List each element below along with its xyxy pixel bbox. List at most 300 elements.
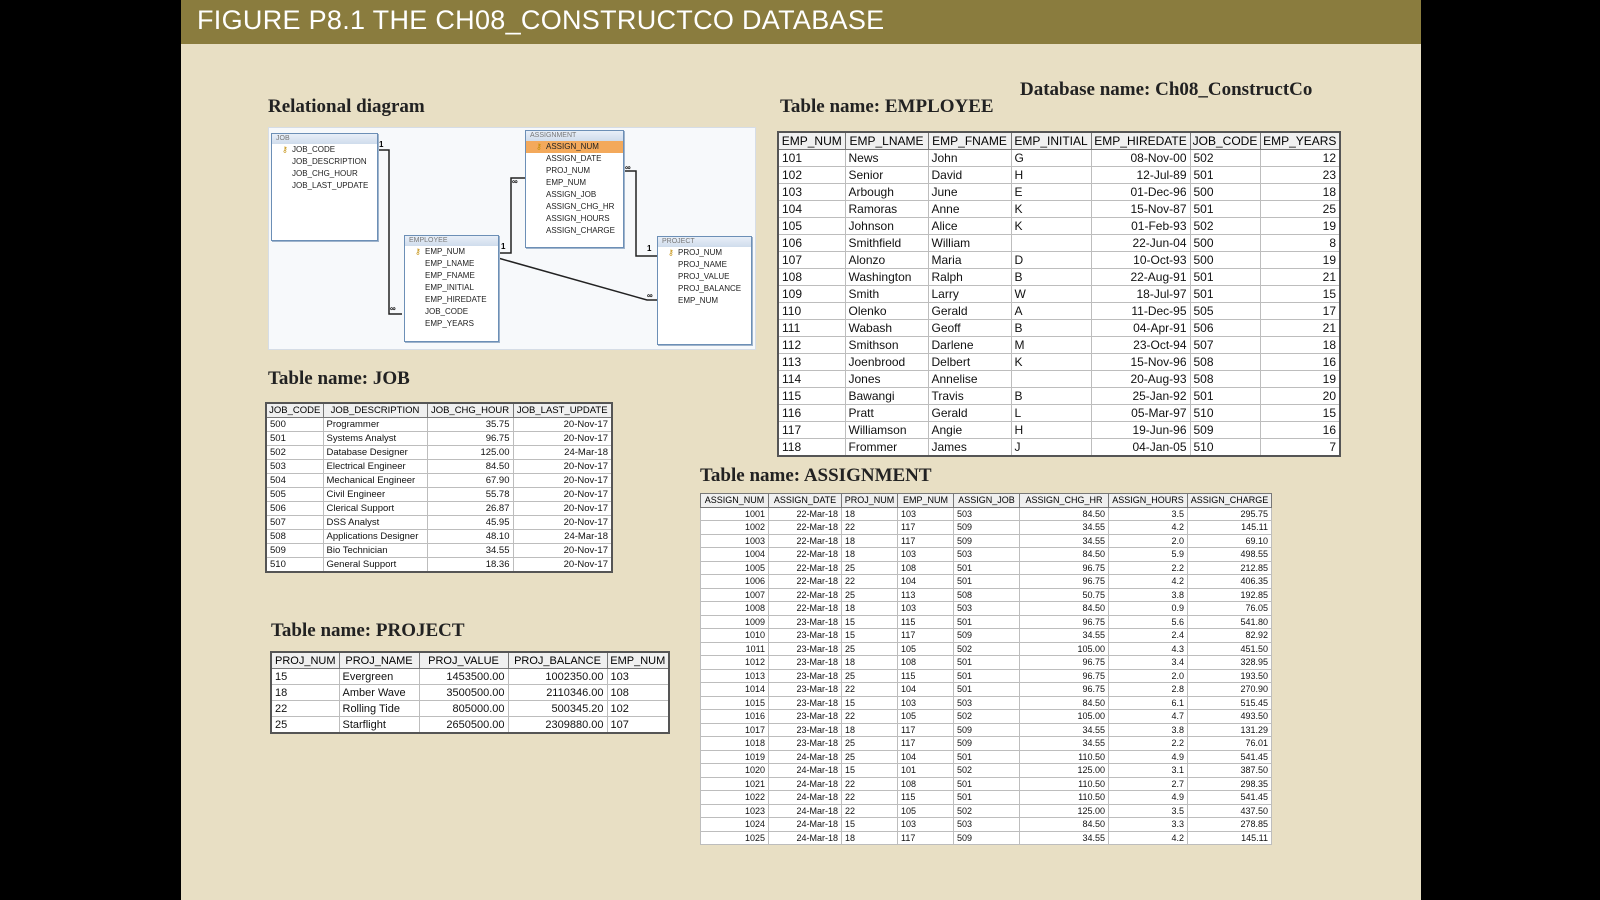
table-cell[interactable]: 103 [898,507,954,521]
table-cell[interactable]: 2.0 [1109,534,1188,548]
table-cell[interactable]: 498.55 [1188,548,1272,562]
table-cell[interactable]: 2.7 [1109,777,1188,791]
table-cell[interactable]: 34.55 [1020,534,1109,548]
table-cell[interactable]: 20 [1260,388,1340,405]
table-cell[interactable]: 541.80 [1188,615,1272,629]
table-row[interactable] [778,167,1340,184]
table-cell[interactable]: 69.10 [1188,534,1272,548]
table-cell[interactable]: 04-Apr-91 [1091,320,1190,337]
column-header[interactable]: PROJ_NUM [842,494,898,508]
table-cell[interactable]: 1022 [701,791,769,805]
table-cell[interactable]: 131.29 [1188,723,1272,737]
table-cell[interactable]: 18 [1260,337,1340,354]
table-cell[interactable]: Pratt [845,405,928,422]
table-cell[interactable]: Gerald [928,303,1011,320]
table-cell[interactable]: 515.45 [1188,696,1272,710]
table-cell[interactable]: 116 [778,405,845,422]
table-cell[interactable]: 503 [954,602,1020,616]
table-cell[interactable]: 113 [778,354,845,371]
table-cell[interactable]: 23 [1260,167,1340,184]
table-cell[interactable]: 501 [954,615,1020,629]
table-cell[interactable]: William [928,235,1011,252]
column-header[interactable]: EMP_INITIAL [1011,132,1091,150]
table-cell[interactable]: 103 [898,696,954,710]
column-header[interactable]: ASSIGN_DATE [769,494,842,508]
table-cell[interactable]: 20-Aug-93 [1091,371,1190,388]
column-header[interactable]: ASSIGN_JOB [954,494,1020,508]
table-cell[interactable]: 1024 [701,818,769,832]
table-cell[interactable]: 437.50 [1188,804,1272,818]
table-cell[interactable]: 108 [898,777,954,791]
table-cell[interactable]: 22-Mar-18 [769,575,842,589]
table-cell[interactable]: 22 [271,701,339,717]
table-row[interactable] [778,218,1340,235]
table-cell[interactable]: 108 [898,656,954,670]
table-cell[interactable]: 5.6 [1109,615,1188,629]
table-cell[interactable]: 103 [778,184,845,201]
table-cell[interactable]: DSS Analyst [323,516,427,530]
table-cell[interactable]: 22 [842,683,898,697]
table-cell[interactable]: 34.55 [1020,831,1109,845]
table-cell[interactable]: 96.75 [1020,656,1109,670]
table-cell[interactable]: 34.55 [1020,723,1109,737]
table-cell[interactable]: 20-Nov-17 [513,558,612,573]
table-cell[interactable]: 505 [266,488,323,502]
table-cell[interactable]: 3.1 [1109,764,1188,778]
table-cell[interactable]: 2309880.00 [508,717,607,734]
table-cell[interactable]: 328.95 [1188,656,1272,670]
table-cell[interactable]: Frommer [845,439,928,457]
column-header[interactable]: PROJ_VALUE [419,652,508,669]
table-cell[interactable]: 451.50 [1188,642,1272,656]
table-cell[interactable]: 22 [842,791,898,805]
table-cell[interactable]: 17 [1260,303,1340,320]
table-cell[interactable]: 1016 [701,710,769,724]
table-cell[interactable]: 503 [954,507,1020,521]
table-cell[interactable]: 20-Nov-17 [513,474,612,488]
table-cell[interactable]: 500 [1190,235,1260,252]
table-cell[interactable]: 4.7 [1109,710,1188,724]
table-cell[interactable]: 502 [954,804,1020,818]
table-cell[interactable]: 34.55 [427,544,513,558]
table-cell[interactable]: 4.9 [1109,791,1188,805]
table-cell[interactable]: 510 [1190,439,1260,457]
table-cell[interactable]: 0.9 [1109,602,1188,616]
table-cell[interactable]: 20-Nov-17 [513,544,612,558]
table-cell[interactable]: H [1011,167,1091,184]
table-cell[interactable]: 23-Mar-18 [769,696,842,710]
table-cell[interactable]: 23-Mar-18 [769,656,842,670]
table-cell[interactable]: 22-Mar-18 [769,548,842,562]
table-cell[interactable]: 11-Dec-95 [1091,303,1190,320]
table-cell[interactable]: 4.2 [1109,575,1188,589]
table-cell[interactable]: 24-Mar-18 [769,831,842,845]
table-cell[interactable]: 15 [842,629,898,643]
table-cell[interactable]: 506 [266,502,323,516]
table-cell[interactable]: 145.11 [1188,521,1272,535]
table-row[interactable] [266,544,612,558]
table-cell[interactable]: Clerical Support [323,502,427,516]
table-cell[interactable]: 18.36 [427,558,513,573]
table-cell[interactable]: 15 [842,696,898,710]
table-cell[interactable]: 509 [266,544,323,558]
table-cell[interactable]: 20-Nov-17 [513,488,612,502]
table-cell[interactable]: 125.00 [1020,764,1109,778]
table-cell[interactable]: 503 [954,548,1020,562]
table-cell[interactable]: 503 [954,818,1020,832]
table-cell[interactable]: 117 [778,422,845,439]
table-cell[interactable]: 18-Jul-97 [1091,286,1190,303]
table-cell[interactable]: 510 [266,558,323,573]
column-header[interactable]: EMP_NUM [778,132,845,150]
table-cell[interactable]: 84.50 [1020,548,1109,562]
table-row[interactable] [701,629,1272,643]
table-cell[interactable]: 67.90 [427,474,513,488]
column-header[interactable]: ASSIGN_HOURS [1109,494,1188,508]
table-cell[interactable]: 23-Mar-18 [769,683,842,697]
table-cell[interactable]: 2110346.00 [508,685,607,701]
table-cell[interactable]: 2.2 [1109,737,1188,751]
entity-project[interactable] [657,236,752,345]
table-cell[interactable]: 25 [842,642,898,656]
table-cell[interactable]: 96.75 [1020,683,1109,697]
table-cell[interactable]: 501 [954,777,1020,791]
table-cell[interactable]: 106 [778,235,845,252]
table-cell[interactable]: 15 [842,764,898,778]
table-cell[interactable]: 104 [778,201,845,218]
table-cell[interactable]: Maria [928,252,1011,269]
table-cell[interactable]: 1006 [701,575,769,589]
table-cell[interactable]: 509 [954,723,1020,737]
table-cell[interactable]: 117 [898,629,954,643]
entity-job[interactable] [271,133,378,241]
table-cell[interactable]: 6.1 [1109,696,1188,710]
table-cell[interactable]: 84.50 [1020,818,1109,832]
table-cell[interactable] [1011,371,1091,388]
table-cell[interactable]: 4.9 [1109,750,1188,764]
table-cell[interactable]: 1005 [701,561,769,575]
table-cell[interactable]: 2.8 [1109,683,1188,697]
table-cell[interactable]: 84.50 [1020,696,1109,710]
table-cell[interactable]: 1004 [701,548,769,562]
table-cell[interactable]: 24-Mar-18 [769,777,842,791]
table-cell[interactable]: Wabash [845,320,928,337]
table-cell[interactable]: 20-Nov-17 [513,418,612,432]
table-cell[interactable]: 24-Mar-18 [769,791,842,805]
table-cell[interactable]: 298.35 [1188,777,1272,791]
table-cell[interactable]: 5.9 [1109,548,1188,562]
table-row[interactable] [701,602,1272,616]
table-cell[interactable]: General Support [323,558,427,573]
table-cell[interactable]: 108 [898,561,954,575]
table-row[interactable] [778,150,1340,167]
table-cell[interactable]: 25 [1260,201,1340,218]
table-cell[interactable]: 84.50 [427,460,513,474]
table-cell[interactable]: 505 [1190,303,1260,320]
table-cell[interactable]: Bio Technician [323,544,427,558]
table-cell[interactable]: 50.75 [1020,588,1109,602]
table-cell[interactable]: 1002350.00 [508,669,607,685]
table-row[interactable] [701,642,1272,656]
table-cell[interactable]: Annelise [928,371,1011,388]
table-row[interactable] [778,422,1340,439]
table-cell[interactable]: 22-Mar-18 [769,521,842,535]
table-row[interactable] [701,831,1272,845]
table-cell[interactable]: 82.92 [1188,629,1272,643]
table-cell[interactable]: 18 [1260,184,1340,201]
table-cell[interactable]: 278.85 [1188,818,1272,832]
table-cell[interactable]: Angie [928,422,1011,439]
table-cell[interactable]: 22-Mar-18 [769,602,842,616]
table-cell[interactable]: 45.95 [427,516,513,530]
table-cell[interactable]: 05-Mar-97 [1091,405,1190,422]
table-cell[interactable]: 270.90 [1188,683,1272,697]
table-cell[interactable]: 101 [778,150,845,167]
table-cell[interactable]: 19 [1260,371,1340,388]
table-cell[interactable]: 96.75 [1020,669,1109,683]
table-cell[interactable]: E [1011,184,1091,201]
table-cell[interactable]: 115 [778,388,845,405]
table-cell[interactable]: 115 [898,791,954,805]
table-cell[interactable]: 103 [898,818,954,832]
entity-assignment[interactable] [525,130,624,248]
table-cell[interactable]: 501 [1190,201,1260,218]
table-row[interactable] [701,683,1272,697]
table-cell[interactable]: 508 [1190,354,1260,371]
table-cell[interactable]: 04-Jan-05 [1091,439,1190,457]
table-cell[interactable]: 1453500.00 [419,669,508,685]
table-cell[interactable]: 23-Mar-18 [769,737,842,751]
table-cell[interactable]: Gerald [928,405,1011,422]
table-cell[interactable]: 22 [842,575,898,589]
table-cell[interactable]: 1007 [701,588,769,602]
table-cell[interactable]: 18 [842,507,898,521]
table-row[interactable] [778,235,1340,252]
table-cell[interactable]: 25 [271,717,339,734]
table-cell[interactable]: 23-Mar-18 [769,710,842,724]
column-header[interactable]: JOB_CODE [1190,132,1260,150]
table-cell[interactable]: 105.00 [1020,642,1109,656]
table-cell[interactable]: 4.2 [1109,521,1188,535]
table-cell[interactable]: 508 [1190,371,1260,388]
table-cell[interactable]: 01-Feb-93 [1091,218,1190,235]
table-row[interactable] [778,184,1340,201]
table-cell[interactable]: 117 [898,534,954,548]
table-cell[interactable]: 15 [1260,405,1340,422]
table-cell[interactable]: 22 [842,710,898,724]
table-row[interactable] [778,201,1340,218]
table-cell[interactable]: 509 [954,737,1020,751]
table-row[interactable] [701,737,1272,751]
column-header[interactable]: EMP_FNAME [928,132,1011,150]
table-cell[interactable]: 23-Mar-18 [769,629,842,643]
table-cell[interactable]: 1021 [701,777,769,791]
table-cell[interactable]: A [1011,303,1091,320]
table-row[interactable] [266,418,612,432]
table-cell[interactable]: Johnson [845,218,928,235]
table-row[interactable] [701,575,1272,589]
table-cell[interactable]: Smithfield [845,235,928,252]
table-cell[interactable]: 23-Oct-94 [1091,337,1190,354]
table-cell[interactable]: 76.01 [1188,737,1272,751]
table-cell[interactable]: 21 [1260,320,1340,337]
table-cell[interactable]: 212.85 [1188,561,1272,575]
table-cell[interactable] [1011,235,1091,252]
table-row[interactable] [271,669,669,685]
table-cell[interactable]: 3500500.00 [419,685,508,701]
table-cell[interactable]: 510 [1190,405,1260,422]
table-cell[interactable]: 20-Nov-17 [513,502,612,516]
table-cell[interactable]: 4.3 [1109,642,1188,656]
table-cell[interactable]: 500 [1190,184,1260,201]
table-cell[interactable]: 35.75 [427,418,513,432]
table-cell[interactable]: Larry [928,286,1011,303]
table-cell[interactable]: 503 [954,696,1020,710]
table-cell[interactable]: 508 [266,530,323,544]
table-cell[interactable]: 84.50 [1020,507,1109,521]
table-cell[interactable]: Arbough [845,184,928,201]
table-row[interactable] [701,777,1272,791]
table-cell[interactable]: Jones [845,371,928,388]
table-cell[interactable]: 509 [954,534,1020,548]
table-row[interactable] [271,685,669,701]
table-cell[interactable]: 508 [954,588,1020,602]
table-cell[interactable]: Williamson [845,422,928,439]
table-cell[interactable]: 76.05 [1188,602,1272,616]
table-cell[interactable]: 110.50 [1020,777,1109,791]
table-cell[interactable]: 3.8 [1109,588,1188,602]
table-cell[interactable]: 104 [898,750,954,764]
table-cell[interactable]: 105 [778,218,845,235]
table-cell[interactable]: 20-Nov-17 [513,432,612,446]
table-cell[interactable]: 20-Nov-17 [513,460,612,474]
table-cell[interactable]: 15 [271,669,339,685]
table-cell[interactable]: 193.50 [1188,669,1272,683]
table-cell[interactable]: J [1011,439,1091,457]
table-row[interactable] [778,286,1340,303]
table-cell[interactable]: 113 [898,588,954,602]
table-cell[interactable]: 7 [1260,439,1340,457]
table-cell[interactable]: Bawangi [845,388,928,405]
table-cell[interactable]: 22 [842,777,898,791]
table-cell[interactable]: 22-Mar-18 [769,561,842,575]
column-header[interactable]: JOB_CHG_HOUR [427,403,513,418]
table-cell[interactable]: 22-Mar-18 [769,588,842,602]
table-cell[interactable]: 506 [1190,320,1260,337]
table-cell[interactable]: 125.00 [1020,804,1109,818]
table-cell[interactable]: 493.50 [1188,710,1272,724]
table-cell[interactable]: 15 [842,615,898,629]
table-cell[interactable]: 501 [954,750,1020,764]
table-cell[interactable]: 1013 [701,669,769,683]
table-cell[interactable]: 2650500.00 [419,717,508,734]
column-header[interactable]: EMP_YEARS [1260,132,1340,150]
table-cell[interactable]: 805000.00 [419,701,508,717]
table-cell[interactable]: 1011 [701,642,769,656]
table-cell[interactable]: 507 [266,516,323,530]
table-cell[interactable]: 24-Mar-18 [769,750,842,764]
table-cell[interactable]: 3.5 [1109,804,1188,818]
table-cell[interactable]: 22-Mar-18 [769,507,842,521]
table-cell[interactable]: B [1011,388,1091,405]
table-cell[interactable]: Applications Designer [323,530,427,544]
table-cell[interactable]: 15 [1260,286,1340,303]
table-cell[interactable]: Amber Wave [339,685,419,701]
table-cell[interactable]: B [1011,269,1091,286]
table-cell[interactable]: 3.4 [1109,656,1188,670]
table-cell[interactable]: 18 [842,534,898,548]
table-cell[interactable]: 34.55 [1020,629,1109,643]
table-row[interactable] [271,717,669,734]
table-row[interactable] [701,750,1272,764]
table-cell[interactable]: 501 [954,656,1020,670]
table-row[interactable] [266,432,612,446]
table-cell[interactable]: 16 [1260,354,1340,371]
table-row[interactable] [778,371,1340,388]
table-cell[interactable]: Smithson [845,337,928,354]
table-cell[interactable]: 23-Mar-18 [769,642,842,656]
table-cell[interactable]: John [928,150,1011,167]
table-cell[interactable]: 25 [842,588,898,602]
table-cell[interactable]: 24-Mar-18 [513,530,612,544]
table-cell[interactable]: James [928,439,1011,457]
column-header[interactable]: EMP_HIREDATE [1091,132,1190,150]
table-cell[interactable]: 117 [898,737,954,751]
table-cell[interactable]: 1015 [701,696,769,710]
table-cell[interactable]: 115 [898,615,954,629]
table-cell[interactable]: 22 [842,804,898,818]
table-cell[interactable]: 507 [1190,337,1260,354]
table-cell[interactable]: 48.10 [427,530,513,544]
table-cell[interactable]: 3.5 [1109,507,1188,521]
table-cell[interactable]: 117 [898,831,954,845]
table-row[interactable] [778,439,1340,457]
table-cell[interactable]: News [845,150,928,167]
table-cell[interactable]: K [1011,354,1091,371]
table-cell[interactable]: 24-Mar-18 [769,764,842,778]
entity-employee[interactable] [404,235,499,342]
table-cell[interactable]: 20-Nov-17 [513,516,612,530]
table-row[interactable] [266,460,612,474]
table-cell[interactable]: 34.55 [1020,521,1109,535]
table-cell[interactable]: 509 [954,629,1020,643]
table-row[interactable] [778,337,1340,354]
table-cell[interactable]: 107 [778,252,845,269]
table-cell[interactable]: 1014 [701,683,769,697]
table-row[interactable] [701,818,1272,832]
table-cell[interactable]: 1017 [701,723,769,737]
table-cell[interactable]: 96.75 [1020,615,1109,629]
table-cell[interactable]: 12 [1260,150,1340,167]
table-cell[interactable]: 19-Jun-96 [1091,422,1190,439]
table-cell[interactable]: 117 [898,723,954,737]
table-cell[interactable]: 2.4 [1109,629,1188,643]
table-cell[interactable]: 26.87 [427,502,513,516]
table-cell[interactable]: 501 [1190,286,1260,303]
table-cell[interactable]: 18 [842,831,898,845]
table-cell[interactable]: G [1011,150,1091,167]
table-cell[interactable]: 110.50 [1020,750,1109,764]
table-cell[interactable]: Electrical Engineer [323,460,427,474]
table-cell[interactable]: 3.3 [1109,818,1188,832]
table-row[interactable] [701,507,1272,521]
table-row[interactable] [778,303,1340,320]
column-header[interactable]: JOB_DESCRIPTION [323,403,427,418]
table-cell[interactable]: 108 [607,685,669,701]
table-cell[interactable]: Starflight [339,717,419,734]
table-cell[interactable]: 109 [778,286,845,303]
table-cell[interactable]: 117 [898,521,954,535]
